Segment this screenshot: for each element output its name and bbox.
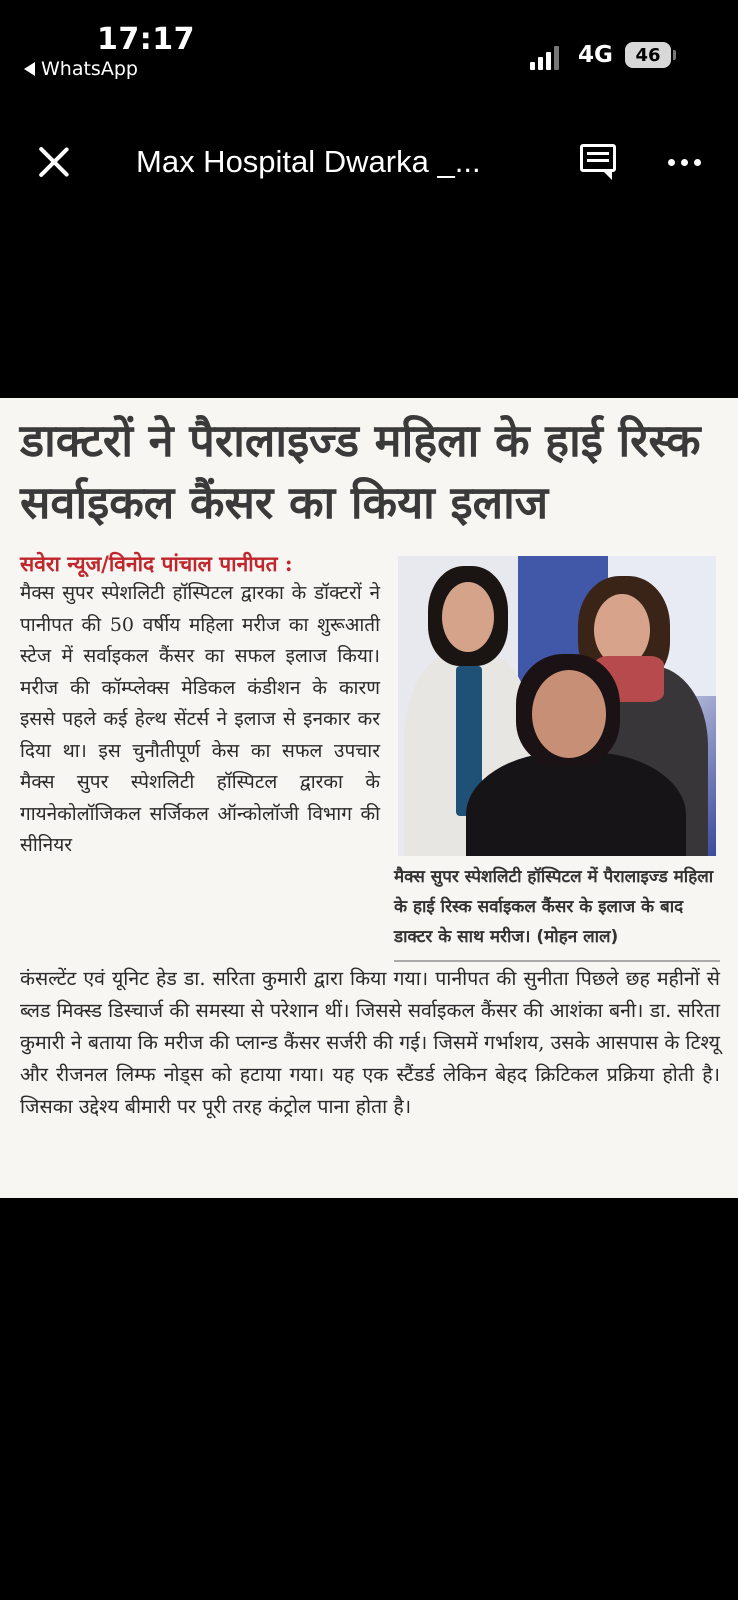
- article-byline: सवेरा न्यूज/विनोद पांचाल पानीपत :: [20, 551, 293, 576]
- newspaper-clipping: [0, 398, 738, 1198]
- photo-caption: मैक्स सुपर स्पेशलिटी हॉस्पिटल में पैरालाइज्ड महिला के हाई रिस्क सर्वाइकल कैंसर के इलाज के बाद डाक्टर के साथ मरीज। (मोहन लाल): [394, 867, 714, 947]
- signal-icon: [530, 44, 559, 70]
- back-triangle-icon: [24, 62, 35, 76]
- status-time: 17:17: [97, 22, 195, 57]
- back-app-label: WhatsApp: [41, 58, 138, 80]
- article-headline: डाक्टरों ने पैरालाइज्ड महिला के हाई रिस्क सर्वाइकल कैंसर का किया इलाज: [20, 414, 701, 529]
- document-title: Max Hospital Dwarka _...: [136, 144, 481, 179]
- battery-nub: [673, 50, 676, 60]
- battery-icon: 46: [625, 42, 671, 68]
- back-to-app-link[interactable]: [24, 58, 138, 80]
- article-photo: [398, 556, 716, 856]
- article-body-text: कंसल्टेंट एवं यूनिट हेड डा. सरिता कुमारी द्वारा किया गया। पानीपत की सुनीता पिछले छह महीनों से ब्लड मिक्स्ड डिस्चार्ज की समस्या से परेशान थीं। जिससे सर्वाइकल कैंसर की आशंका बनी। डा. सरिता कुमारी ने बताया कि मरीज की प्लान्ड कैंसर सर्जरी की गई। जिसमें गर्भाशय, उसके आसपास के टिश्यू और रीजनल लिम्फ नोड्स को हटाया गया। यह एक स्टैंडर्ड लेकिन बेहद क्रिटिकल प्रक्रिया होती है। जिसका उद्देश्य बीमारी पर पूरी तरह कंट्रोल पाना होता है।: [20, 967, 720, 1118]
- caption-divider: [394, 960, 720, 962]
- more-options-icon[interactable]: [668, 150, 708, 174]
- status-bar: [0, 0, 738, 100]
- close-icon[interactable]: [32, 140, 76, 184]
- article-column-text: मैक्स सुपर स्पेशलिटी हॉस्पिटल द्वारका के डॉक्टरों ने पानीपत की 50 वर्षीय महिला मरीज का शुरूआती स्टेज में सर्वाइकल कैंसर का सफल इलाज किया। मरीज की कॉम्प्लेक्स मेडिकल कंडीशन के कारण इससे पहले कई हेल्थ सेंटर्स ने इलाज से इनकार कर दिया था। इस चुनौतीपूर्ण केस का सफल उपचार मैक्स सुपर स्पेशलिटी हॉस्पिटल द्वारका के गायनेकोलॉजिकल सर्जिकल ऑन्कोलॉजी विभाग की सीनियर: [20, 582, 380, 856]
- viewer-toolbar: [0, 128, 738, 198]
- comment-icon[interactable]: [578, 142, 618, 182]
- network-type: 4G: [578, 42, 613, 68]
